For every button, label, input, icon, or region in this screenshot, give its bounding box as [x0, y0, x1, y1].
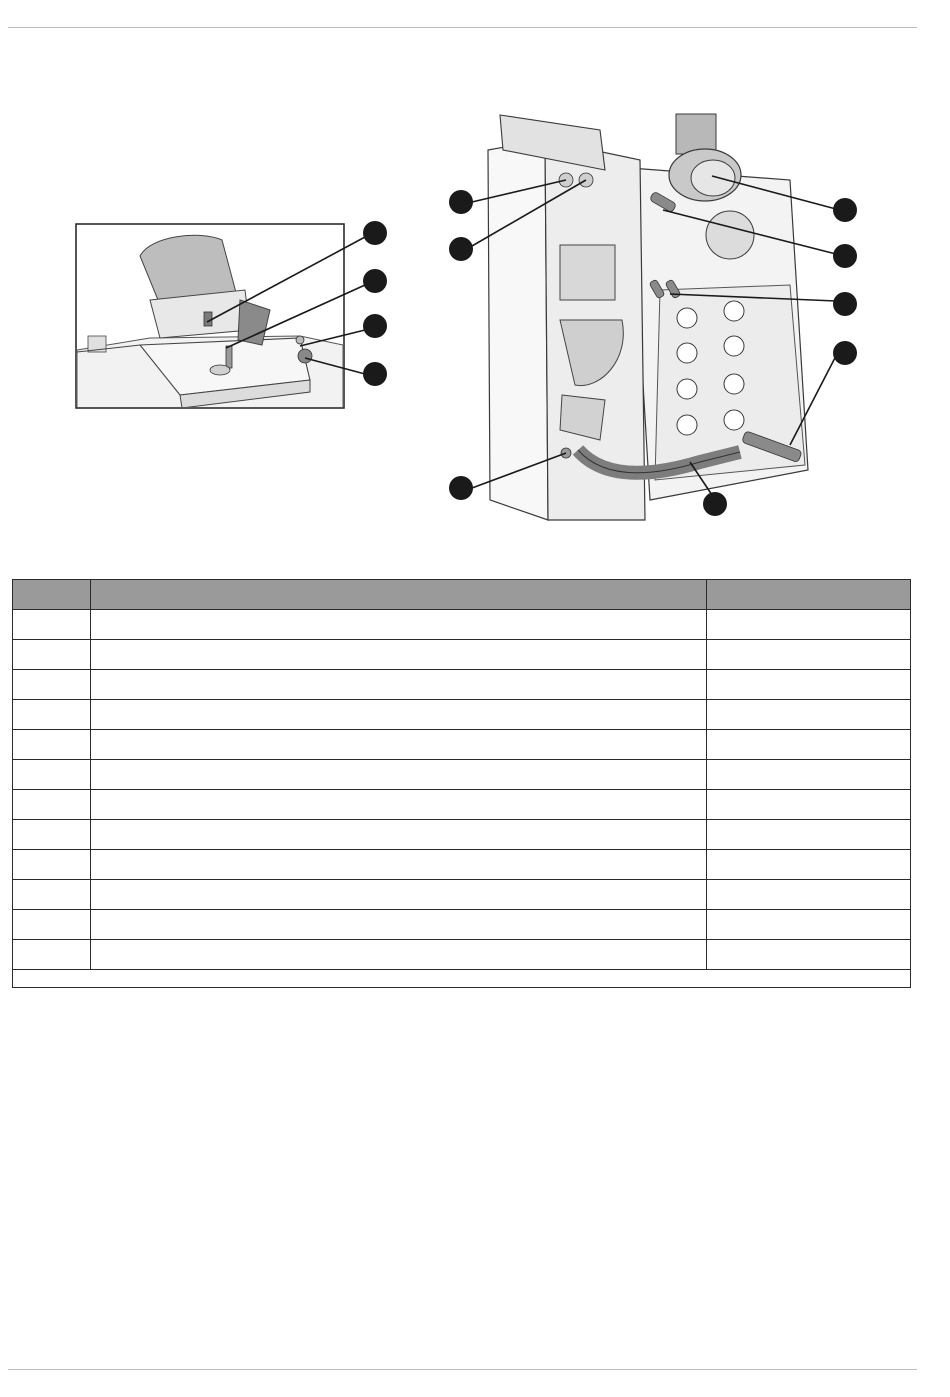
table-row	[13, 940, 911, 970]
cell-number	[13, 910, 91, 940]
table-row	[13, 760, 911, 790]
inset-detail-view	[76, 224, 344, 408]
cell-description	[91, 670, 707, 700]
cell-reference	[707, 910, 911, 940]
table-row	[13, 640, 911, 670]
cell-number	[13, 610, 91, 640]
main-boiler-view	[488, 114, 808, 520]
cell-reference	[707, 880, 911, 910]
cell-reference	[707, 760, 911, 790]
table-row	[13, 730, 911, 760]
cell-reference	[707, 940, 911, 970]
cell-description	[91, 640, 707, 670]
table-row	[13, 610, 911, 640]
cell-description	[91, 730, 707, 760]
table-footnote	[13, 970, 911, 988]
cell-description	[91, 880, 707, 910]
cell-number	[13, 700, 91, 730]
table-row	[13, 820, 911, 850]
cell-number	[13, 940, 91, 970]
cell-number	[13, 820, 91, 850]
cell-reference	[707, 730, 911, 760]
footer-rule	[8, 1369, 917, 1370]
table-row	[13, 880, 911, 910]
table-row	[13, 790, 911, 820]
cell-reference	[707, 670, 911, 700]
cell-number	[13, 850, 91, 880]
cell-number	[13, 760, 91, 790]
cell-reference	[707, 850, 911, 880]
cell-description	[91, 940, 707, 970]
header-description	[91, 580, 707, 610]
cell-reference	[707, 700, 911, 730]
header-number	[13, 580, 91, 610]
cell-reference	[707, 820, 911, 850]
table-row	[13, 670, 911, 700]
table-header-row	[13, 580, 911, 610]
table-row	[13, 850, 911, 880]
cell-description	[91, 760, 707, 790]
cell-number	[13, 790, 91, 820]
cell-number	[13, 880, 91, 910]
cell-number	[13, 730, 91, 760]
cell-description	[91, 820, 707, 850]
table-row	[13, 700, 911, 730]
cell-number	[13, 640, 91, 670]
cell-description	[91, 850, 707, 880]
parts-table	[12, 579, 911, 988]
cell-description	[91, 910, 707, 940]
cell-number	[13, 670, 91, 700]
table-footer-row	[13, 970, 911, 988]
header-rule	[8, 27, 917, 28]
header-reference	[707, 580, 911, 610]
cell-reference	[707, 640, 911, 670]
cell-description	[91, 610, 707, 640]
cell-reference	[707, 790, 911, 820]
cell-description	[91, 700, 707, 730]
cell-description	[91, 790, 707, 820]
boiler-diagram	[0, 100, 900, 535]
table-row	[13, 910, 911, 940]
cell-reference	[707, 610, 911, 640]
